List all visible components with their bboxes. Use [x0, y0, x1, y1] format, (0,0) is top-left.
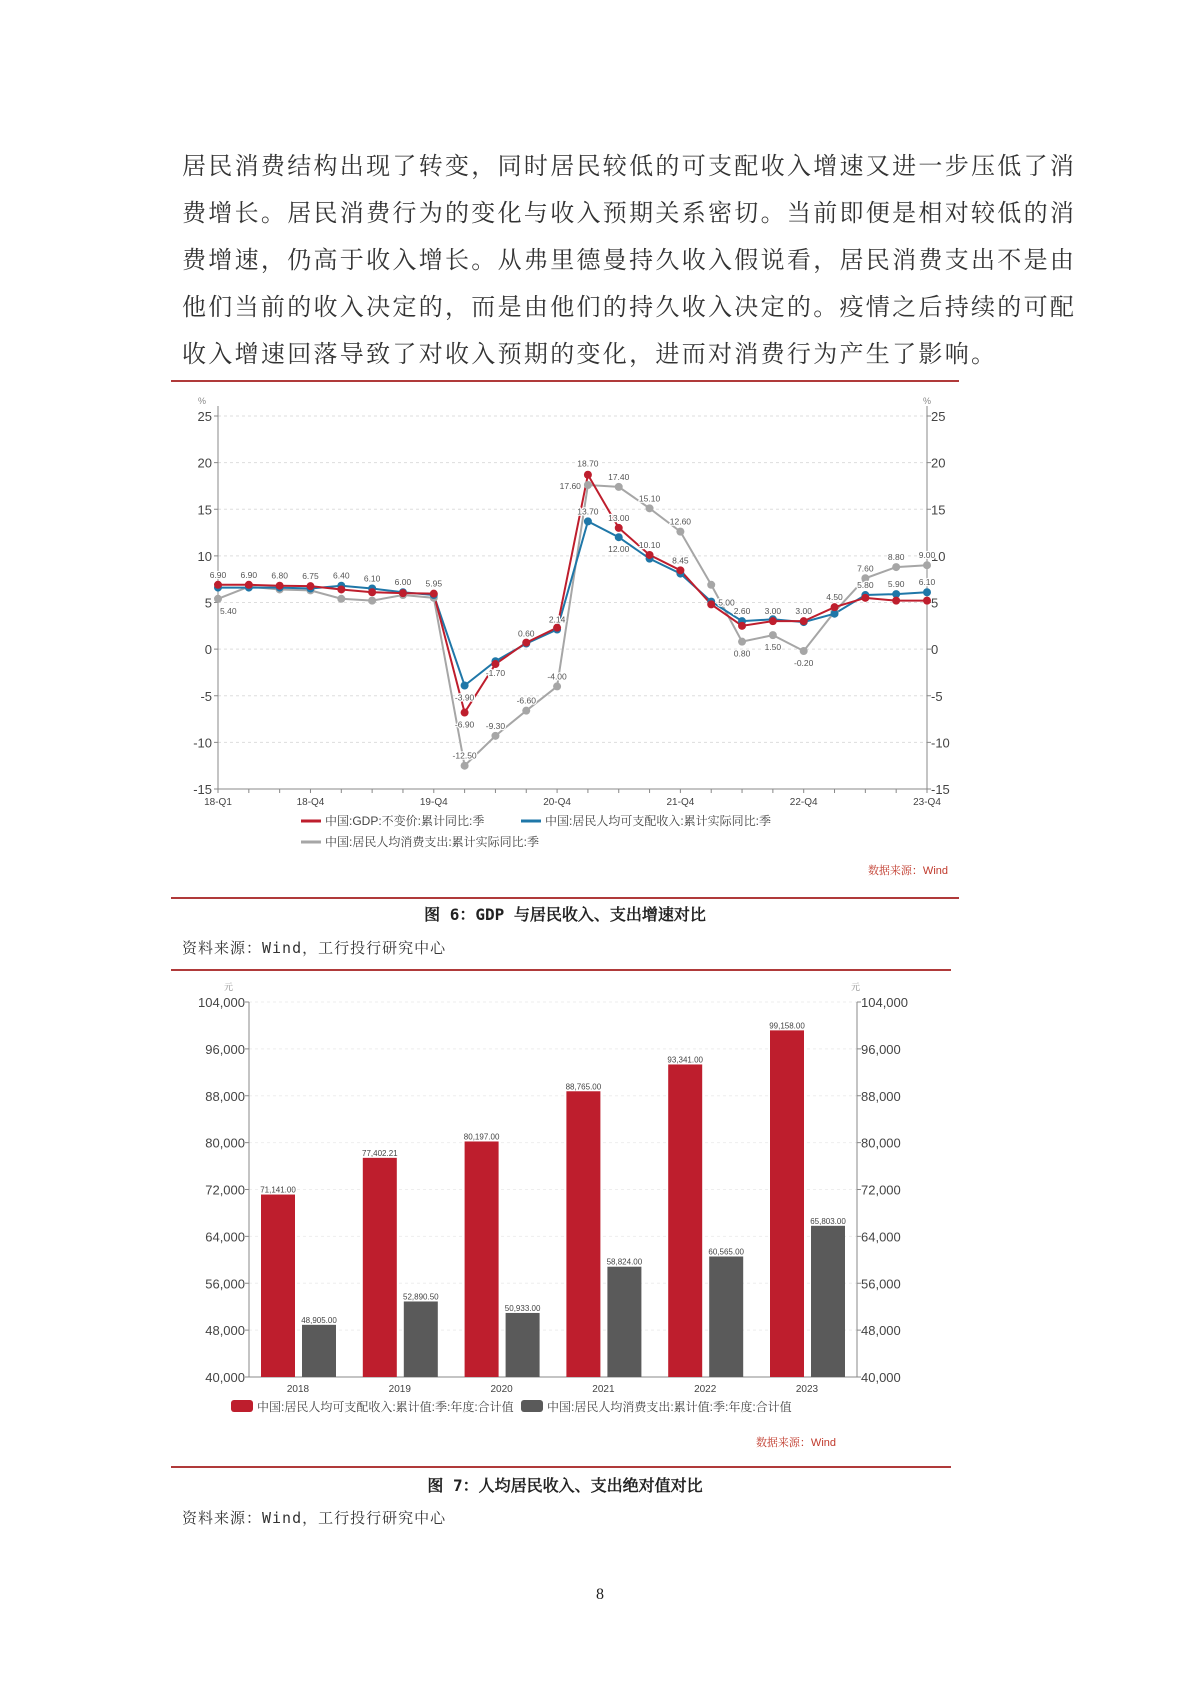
bar [811, 1226, 845, 1377]
paragraph-line: 费增长。居民消费行为的变化与收入预期关系密切。当前即便是相对较低的消 [182, 199, 1077, 227]
growth-line-chart [171, 384, 961, 889]
data-label: 12.60 [669, 516, 692, 527]
y-tick-label-right: 25 [931, 409, 946, 424]
y-tick-label-left: 5 [204, 595, 212, 611]
data-label: 4.50 [826, 592, 843, 603]
data-point [923, 561, 931, 569]
data-point [800, 647, 808, 655]
data-label: 10.10 [638, 539, 661, 550]
data-point [584, 517, 592, 525]
data-point [337, 585, 345, 593]
series-line [218, 521, 927, 685]
y-tick-label-left: 15 [197, 502, 212, 518]
data-label: 7.60 [857, 563, 874, 574]
x-tick-label: 20-Q4 [543, 797, 571, 808]
data-label: 6.00 [394, 577, 412, 588]
x-tick-label: 18-Q4 [296, 797, 325, 808]
data-point [553, 624, 561, 632]
data-point [368, 597, 376, 605]
bar [302, 1325, 336, 1377]
legend-swatch [231, 1400, 253, 1412]
data-point [615, 524, 623, 532]
y-tick-label-left: 25 [197, 409, 212, 424]
data-label: -12.50 [452, 750, 477, 761]
data-point [522, 707, 530, 715]
income-spending-bar-chart [171, 976, 961, 1461]
data-point [245, 581, 253, 589]
data-label: 5.90 [887, 579, 905, 590]
bar-value-label: 48,905.00 [301, 1315, 337, 1325]
data-point [214, 595, 222, 603]
data-label: 2.14 [548, 614, 566, 625]
y-tick-label-right: 15 [931, 502, 946, 518]
bar-value-label: 93,341.00 [667, 1055, 703, 1065]
data-point [399, 589, 407, 597]
y-unit-left: 元 [224, 982, 234, 992]
data-label: 5.80 [857, 580, 874, 591]
y-tick-label-left: 40,000 [205, 1370, 245, 1385]
data-point [861, 594, 869, 602]
y-unit-right: % [923, 396, 932, 406]
data-point [923, 588, 931, 596]
data-point [368, 588, 376, 596]
x-tick-label: 2021 [592, 1384, 615, 1395]
y-tick-label-left: 48,000 [205, 1323, 245, 1339]
bar-value-label: 58,824.00 [606, 1257, 643, 1267]
legend-swatch [521, 1400, 543, 1412]
data-label: 6.40 [333, 570, 350, 581]
data-point [430, 590, 438, 598]
divider [171, 969, 951, 971]
paragraph-line: 他们当前的收入决定的，而是由他们的持久收入决定的。疫情之后持续的可配 [182, 293, 1077, 321]
y-tick-label-left: 10 [197, 548, 212, 564]
bar [363, 1158, 397, 1377]
data-source-note: 数据来源：Wind [867, 865, 948, 877]
y-tick-label-right: 72,000 [861, 1182, 901, 1198]
bar-value-label: 50,933.00 [504, 1303, 541, 1313]
x-tick-label: 2023 [795, 1384, 819, 1395]
data-label: 5.40 [220, 605, 237, 616]
y-tick-label-right: 48,000 [861, 1323, 901, 1339]
y-tick-label-left: 88,000 [205, 1088, 245, 1104]
figure-7-source: 资料来源：Wind，工行投行研究中心 [182, 1509, 447, 1527]
data-point [646, 504, 654, 512]
y-tick-label-left: 20 [197, 455, 212, 471]
data-label: 0.60 [517, 628, 535, 639]
legend-label: 中国:GDP:不变价:累计同比:季 [325, 814, 485, 828]
x-tick-label: 2022 [694, 1384, 717, 1395]
paragraph-line: 居民消费结构出现了转变，同时居民较低的可支配收入增速又进一步压低了消 [182, 152, 1077, 180]
divider [171, 1466, 951, 1468]
data-point [769, 617, 777, 625]
y-tick-label-left: 56,000 [205, 1276, 245, 1292]
data-point [461, 709, 469, 717]
body-paragraph [182, 143, 1077, 378]
y-tick-label-left: 80,000 [205, 1135, 245, 1151]
bar [709, 1257, 743, 1377]
data-label: 6.80 [271, 570, 288, 581]
y-tick-label-right: 0 [931, 642, 939, 658]
data-label: 2.60 [733, 606, 751, 617]
data-point [707, 600, 715, 608]
data-point [615, 483, 623, 491]
data-point [676, 528, 684, 536]
x-tick-label: 2018 [286, 1384, 310, 1395]
y-unit-left: % [198, 396, 207, 406]
y-tick-label-left: 64,000 [205, 1229, 245, 1245]
x-tick-label: 18-Q1 [204, 797, 232, 808]
data-label: 5.95 [425, 578, 443, 589]
data-point [738, 638, 746, 646]
bar-value-label: 52,890.50 [403, 1292, 439, 1302]
data-label: 17.60 [559, 481, 581, 492]
data-point [491, 660, 499, 668]
data-point [615, 533, 623, 541]
data-point [800, 617, 808, 625]
y-tick-label-right: 40,000 [861, 1370, 901, 1385]
data-point [646, 551, 654, 559]
data-label: -0.20 [794, 657, 814, 668]
y-tick-label-right: 10 [931, 548, 946, 564]
x-tick-label: 2020 [490, 1384, 513, 1395]
x-tick-label: 23-Q4 [913, 797, 941, 808]
y-tick-label-right: 5 [931, 595, 939, 611]
data-point [491, 732, 499, 740]
divider [171, 380, 959, 382]
y-tick-label-left: 96,000 [205, 1041, 245, 1057]
legend-label: 中国:居民人均可支配收入:累计值:季:年度:合计值 [257, 1400, 514, 1414]
data-label: 8.45 [672, 555, 689, 566]
data-point [738, 622, 746, 630]
y-tick-label-left: 72,000 [205, 1182, 245, 1198]
x-tick-label: 22-Q4 [789, 797, 818, 808]
y-tick-label-right: -15 [931, 782, 950, 797]
bar-value-label: 71,141.00 [260, 1185, 296, 1195]
legend-label: 中国:居民人均消费支出:累计实际同比:季 [325, 835, 540, 849]
y-tick-label-right: 104,000 [861, 995, 908, 1010]
data-label: 12.00 [608, 544, 630, 555]
data-point [276, 582, 284, 590]
paragraph-line: 收入增速回落导致了对收入预期的变化，进而对消费行为产生了影响。 [182, 340, 998, 368]
data-point [892, 597, 900, 605]
data-point [892, 563, 900, 571]
data-point [707, 581, 715, 589]
data-label: 13.00 [608, 512, 630, 523]
data-label: 8.80 [887, 552, 905, 563]
paragraph-line: 费增速，仍高于收入增长。从弗里德曼持久收入假说看，居民消费支出不是由 [182, 246, 1077, 274]
data-label: 0.80 [733, 648, 751, 659]
data-point [831, 603, 839, 611]
data-point [522, 639, 530, 647]
y-tick-label-right: -10 [931, 735, 950, 751]
data-label: -3.90 [454, 692, 475, 703]
data-label: 3.00 [764, 606, 782, 617]
x-tick-label: 2019 [388, 1384, 411, 1395]
y-tick-label-right: 96,000 [861, 1041, 901, 1057]
data-label: 6.10 [918, 577, 936, 588]
legend-label: 中国:居民人均可支配收入:累计实际同比:季 [545, 814, 772, 828]
data-source-note: 数据来源：Wind [755, 1437, 836, 1449]
y-tick-label-right: 20 [931, 455, 946, 471]
legend-label: 中国:居民人均消费支出:累计值:季:年度:合计值 [547, 1400, 792, 1414]
data-point [306, 582, 314, 590]
bar [566, 1091, 600, 1377]
data-label: 13.70 [577, 506, 599, 517]
y-tick-label-right: -5 [931, 688, 943, 704]
bar-value-label: 88,765.00 [565, 1082, 602, 1092]
x-tick-label: 19-Q4 [419, 797, 448, 808]
bar [404, 1301, 438, 1377]
data-label: 5.00 [718, 597, 735, 608]
data-label: 17.40 [608, 471, 630, 482]
bar [506, 1313, 540, 1377]
bar [261, 1195, 295, 1377]
y-tick-label-right: 64,000 [861, 1229, 901, 1245]
figure-6-caption: 图 6：GDP 与居民收入、支出增速对比 [424, 905, 706, 924]
figure-7-caption: 图 7：人均居民收入、支出绝对值对比 [427, 1476, 703, 1495]
data-label: 15.10 [638, 493, 661, 504]
y-tick-label-left: 0 [204, 642, 212, 658]
y-tick-label-left: -15 [193, 782, 212, 797]
bar [465, 1141, 499, 1377]
x-tick-label: 21-Q4 [666, 797, 695, 808]
data-label: 1.50 [764, 642, 782, 653]
data-label: 18.70 [577, 458, 599, 469]
bar-value-label: 77,402.21 [362, 1148, 398, 1158]
data-point [461, 681, 469, 689]
y-tick-label-left: -5 [200, 688, 212, 704]
data-label: -1.70 [485, 668, 506, 679]
data-point [214, 581, 222, 589]
data-label: 9.00 [918, 550, 936, 561]
bar [770, 1030, 804, 1377]
data-label: 6.90 [240, 569, 258, 580]
page-number: 8 [596, 1586, 604, 1603]
data-point [337, 595, 345, 603]
bar-value-label: 99,158.00 [769, 1021, 805, 1031]
data-point [461, 762, 469, 770]
data-point [769, 631, 777, 639]
data-label: 3.00 [795, 606, 812, 617]
y-tick-label-right: 80,000 [861, 1135, 901, 1151]
divider [171, 897, 959, 899]
y-tick-label-right: 56,000 [861, 1276, 901, 1292]
data-point [584, 481, 592, 489]
y-tick-label-right: 88,000 [861, 1088, 901, 1104]
bar-value-label: 65,803.00 [810, 1216, 846, 1226]
y-tick-label-left: -10 [193, 735, 212, 751]
bar [607, 1267, 641, 1377]
data-label: 6.90 [209, 569, 227, 580]
data-point [553, 682, 561, 690]
data-label: 6.10 [363, 573, 381, 584]
data-point [923, 597, 931, 605]
series-line [218, 485, 927, 766]
bar-value-label: 80,197.00 [463, 1132, 500, 1142]
data-label: -6.60 [516, 695, 536, 706]
data-point [676, 566, 684, 574]
y-tick-label-left: 104,000 [198, 995, 245, 1010]
data-label: -4.00 [547, 671, 567, 682]
y-unit-right: 元 [851, 982, 861, 992]
bar-value-label: 60,565.00 [708, 1247, 744, 1257]
figure-6-source: 资料来源：Wind，工行投行研究中心 [182, 939, 447, 957]
data-label: 6.75 [302, 571, 319, 582]
data-point [584, 471, 592, 479]
data-label: -6.90 [454, 719, 475, 730]
data-label: -9.30 [485, 720, 506, 731]
bar [668, 1064, 702, 1377]
